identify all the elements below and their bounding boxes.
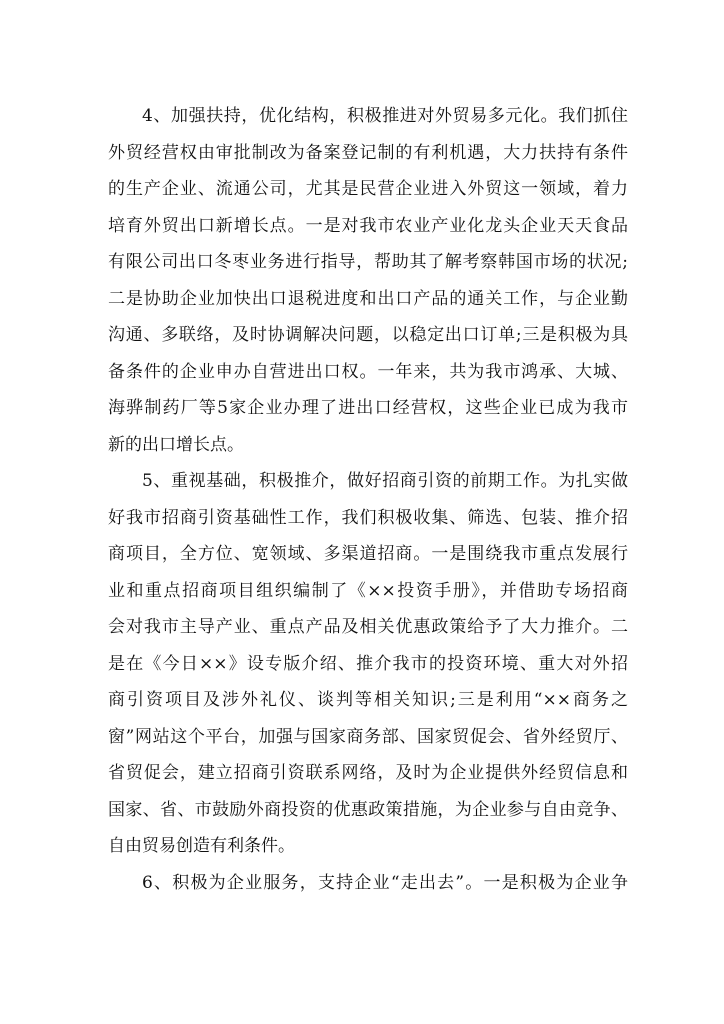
text-line: 培育外贸出口新增长点。一是对我市农业产业化龙头企业天天食品	[108, 215, 628, 236]
text-line: 海骅制药厂等5家企业办理了进出口经营权，这些企业已成为我市	[108, 398, 628, 418]
text-line: 新的出口增长点。	[108, 434, 244, 455]
text-line: 5、重视基础，积极推介，做好招商引资的前期工作。为扎实做	[142, 471, 628, 491]
paragraph-enterprise-service	[108, 865, 628, 902]
text-line: 沟通、多联络，及时协调解决问题，以稳定出口订单;三是积极为具	[108, 325, 628, 345]
paragraph-foreign-trade-diversification	[108, 98, 628, 463]
text-line: 会对我市主导产业、重点产品及相关优惠政策给予了大力推介。二	[108, 617, 628, 637]
text-line: 是在《今日××》设专版介绍、推介我市的投资环境、重大对外招	[108, 653, 628, 674]
text-line: 业和重点招商项目组织编制了《××投资手册》，并借助专场招商	[108, 580, 628, 601]
text-line: 商引资项目及涉外礼仪、谈判等相关知识;三是利用“××商务之	[108, 690, 628, 710]
text-line: 的生产企业、流通公司，尤其是民营企业进入外贸这一领域，着力	[108, 179, 628, 199]
text-line: 省贸促会，建立招商引资联系网络，及时为企业提供外经贸信息和	[108, 763, 628, 783]
text-line: 自由贸易创造有利条件。	[108, 836, 295, 856]
text-line: 4、加强扶持，优化结构，积极推进对外贸易多元化。我们抓住	[142, 106, 628, 126]
text-line: 二是协助企业加快出口退税进度和出口产品的通关工作，与企业勤	[108, 288, 628, 309]
text-line: 窗”网站这个平台，加强与国家商务部、国家贸促会、省外经贸厅、	[108, 726, 628, 747]
text-line: 6、积极为企业服务，支持企业“走出去”。一是积极为企业争	[142, 872, 628, 893]
text-line: 商项目，全方位、宽领域、多渠道招商。一是围绕我市重点发展行	[108, 544, 628, 564]
text-line: 好我市招商引资基础性工作，我们积极收集、筛选、包装、推介招	[108, 507, 628, 528]
text-line: 备条件的企业申办自营进出口权。一年来，共为我市鸿承、大城、	[108, 361, 628, 382]
text-line: 国家、省、市鼓励外商投资的优惠政策措施，为企业参与自由竞争、	[108, 799, 628, 820]
paragraph-investment-promotion	[108, 463, 628, 865]
document-body	[108, 98, 628, 901]
text-line: 有限公司出口冬枣业务进行指导，帮助其了解考察韩国市场的状况;	[108, 252, 628, 272]
text-line: 外贸经营权由审批制改为备案登记制的有利机遇，大力扶持有条件	[108, 142, 628, 163]
